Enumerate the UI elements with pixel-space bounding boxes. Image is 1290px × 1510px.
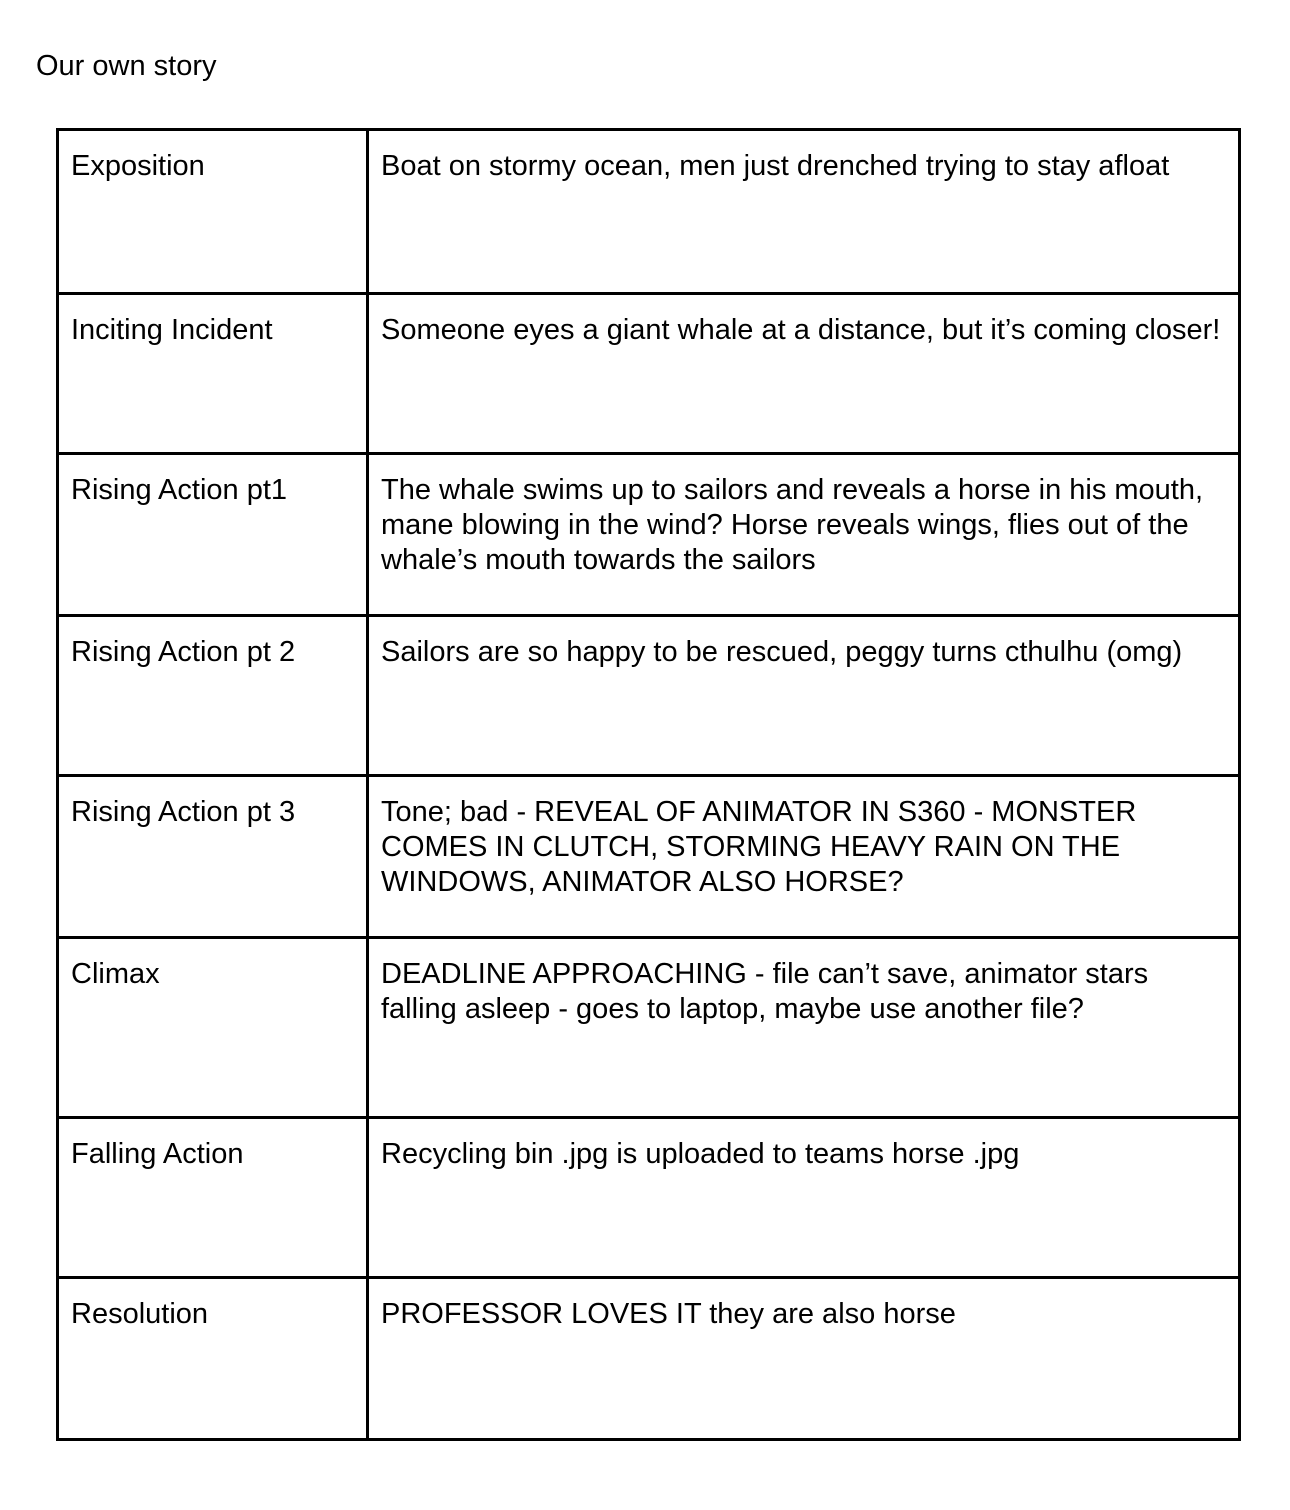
story-structure-table: [56, 128, 1241, 1441]
table-row-falling-action: [58, 1118, 1240, 1278]
table-row-resolution: [58, 1278, 1240, 1440]
table-row-climax: [58, 938, 1240, 1118]
table-row-inciting-incident: [58, 294, 1240, 454]
row-label: Rising Action pt 2: [58, 616, 368, 776]
row-label: Rising Action pt 3: [58, 776, 368, 938]
table-row-rising-action-3: [58, 776, 1240, 938]
row-label: Exposition: [58, 130, 368, 294]
row-description: Sailors are so happy to be rescued, peggy turns cthulhu (omg): [368, 616, 1240, 776]
row-label: Climax: [58, 938, 368, 1118]
row-description: Boat on stormy ocean, men just drenched trying to stay afloat: [368, 130, 1240, 294]
row-label: Falling Action: [58, 1118, 368, 1278]
row-label: Rising Action pt1: [58, 454, 368, 616]
table-row-rising-action-2: [58, 616, 1240, 776]
row-description: Someone eyes a giant whale at a distance, but it’s coming closer!: [368, 294, 1240, 454]
row-description: DEADLINE APPROACHING - file can’t save, animator stars falling asleep - goes to laptop, maybe use another file?: [368, 938, 1240, 1118]
row-description: Recycling bin .jpg is uploaded to teams horse .jpg: [368, 1118, 1240, 1278]
row-description: PROFESSOR LOVES IT they are also horse: [368, 1278, 1240, 1440]
table-row-rising-action-1: [58, 454, 1240, 616]
row-label: Resolution: [58, 1278, 368, 1440]
row-description: Tone; bad - REVEAL OF ANIMATOR IN S360 - MONSTER COMES IN CLUTCH, STORMING HEAVY RAIN ON THE WINDOWS, ANIMATOR ALSO HORSE?: [368, 776, 1240, 938]
document-title: Our own story: [36, 50, 217, 82]
row-description: The whale swims up to sailors and reveals a horse in his mouth, mane blowing in the wind? Horse reveals wings, flies out of the whale’s mouth towards the sailors: [368, 454, 1240, 616]
row-label: Inciting Incident: [58, 294, 368, 454]
table-row-exposition: [58, 130, 1240, 294]
